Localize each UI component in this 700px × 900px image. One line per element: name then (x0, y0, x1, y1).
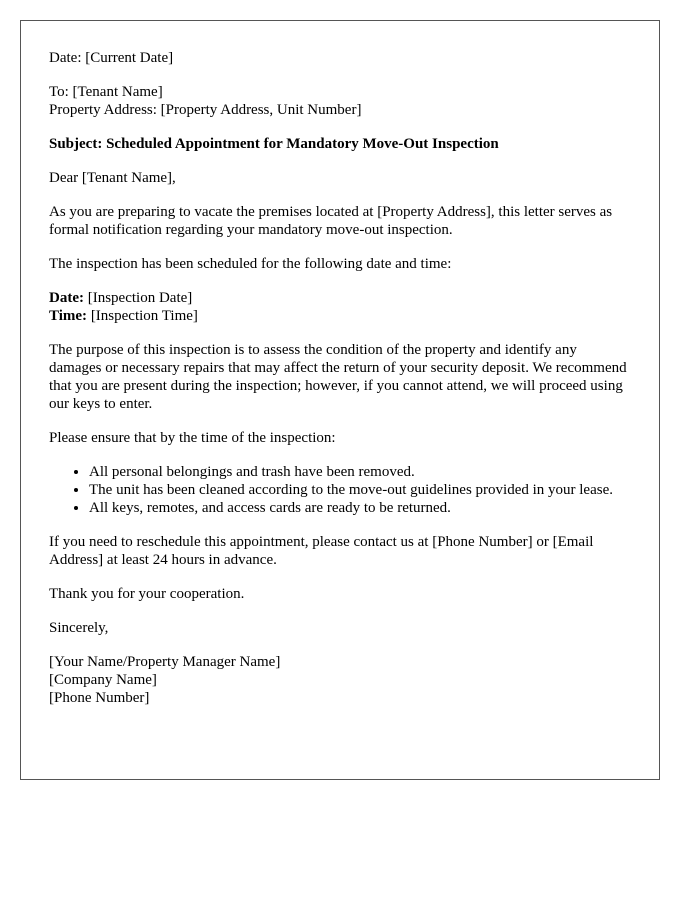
subject-line: Subject: Scheduled Appointment for Mandatory Move-Out Inspection (49, 136, 499, 152)
thanks-line: Thank you for your cooperation. (49, 586, 245, 602)
schedule-details (49, 289, 631, 325)
checklist-item: • The unit has been cleaned according to the move-out guidelines provided in your lease. (89, 481, 631, 499)
checklist-item: • All personal belongings and trash have been removed. (89, 463, 631, 481)
inspection-time-line (49, 307, 631, 325)
closing-line: Sincerely, (49, 620, 109, 636)
checklist-item: • All keys, remotes, and access cards are ready to be returned. (89, 499, 631, 517)
inspection-date-line (49, 289, 631, 307)
reschedule-paragraph: If you need to reschedule this appointment, please contact us at [Phone Number] or [Email Address] at least 24 hours in advance. (49, 534, 594, 568)
intro-paragraph: As you are preparing to vacate the premises located at [Property Address], this letter serves as formal notification regarding your mandatory move-out inspection. (49, 204, 613, 238)
recipient-block (49, 83, 631, 119)
letter-page (20, 20, 660, 780)
signature-phone: [Phone Number] (49, 690, 150, 706)
purpose-paragraph: The purpose of this inspection is to assess the condition of the property and identify any damages or necessary repairs that may affect the return of your security deposit. We recommend that you are present during the inspection; however, if you cannot attend, we will proceed using our keys to enter. (49, 342, 627, 412)
date-line: Date: [Current Date] (49, 50, 174, 66)
checklist-intro: Please ensure that by the time of the inspection: (49, 430, 336, 446)
inspection-time-value: [Inspection Time] (87, 308, 198, 324)
checklist (49, 463, 631, 517)
signature-name: [Your Name/Property Manager Name] (49, 654, 281, 670)
inspection-date-label: Date: (49, 290, 84, 306)
salutation: Dear [Tenant Name], (49, 170, 176, 186)
property-address-line: Property Address: [Property Address, Unit Number] (49, 102, 362, 118)
signature-company: [Company Name] (49, 672, 157, 688)
inspection-date-value: [Inspection Date] (83, 290, 193, 306)
schedule-intro: The inspection has been scheduled for the following date and time: (49, 256, 452, 272)
signature-block (49, 653, 631, 707)
to-line: To: [Tenant Name] (49, 84, 163, 100)
inspection-time-label: Time: (49, 308, 88, 324)
